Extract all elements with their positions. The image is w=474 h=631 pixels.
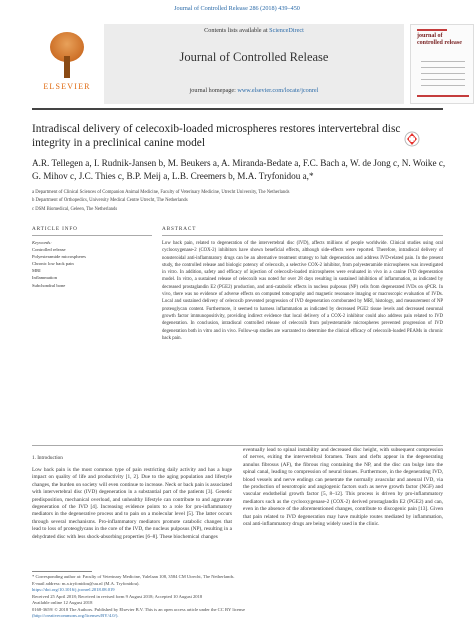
copyright-line: 0168-3659/ © 2018 The Authors. Published by Elsevier B.V. This is an open access article under the CC BY license bbox=[32, 606, 246, 612]
running-header[interactable]: Journal of Controlled Release 286 (2018) 439–450 bbox=[174, 5, 300, 12]
keyword: Inflammation bbox=[32, 275, 58, 281]
footnotes bbox=[32, 574, 443, 620]
keyword: Subchondral bone bbox=[32, 282, 66, 288]
journal-cover-thumbnail[interactable] bbox=[410, 24, 474, 104]
corresponding-author-note: * Corresponding author at: Faculty of Veterinary Medicine, Yalelaan 108, 3584 CM Utrecht, The Netherlands. bbox=[32, 574, 235, 579]
email-note[interactable]: E-mail address: m.a.tryfonidou@uu.nl (M.A. Tryfonidou). bbox=[32, 580, 140, 586]
received-dates: Received 25 April 2018; Received in revised form 9 August 2018; Accepted 10 August 2018 bbox=[32, 593, 203, 599]
keywords-block bbox=[32, 239, 152, 289]
affiliation: b Department of Orthopedics, University Medical Centre Utrecht, The Netherlands bbox=[32, 198, 188, 204]
abstract-heading: ABSTRACT bbox=[162, 226, 197, 232]
homepage-line: journal homepage: www.elsevier.com/locate/jconrel bbox=[189, 87, 319, 94]
divider bbox=[32, 445, 443, 446]
crossmark-icon[interactable] bbox=[404, 131, 420, 149]
license-link[interactable]: (http://creativecommons.org/licenses/BY/4.0/). bbox=[32, 613, 119, 618]
introduction-heading: 1. Introduction bbox=[32, 455, 63, 461]
cover-title: journal of controlled release bbox=[417, 33, 462, 46]
sciencedirect-link[interactable]: ScienceDirect bbox=[269, 27, 304, 34]
available-online: Available online 12 August 2018 bbox=[32, 600, 93, 605]
keyword: MRI bbox=[32, 268, 41, 274]
article-title: Intradiscal delivery of celecoxib-loaded microspheres restores intervertebral disc integrity in a preclinical canine model bbox=[32, 123, 401, 149]
journal-name: Journal of Controlled Release bbox=[179, 50, 329, 64]
divider bbox=[32, 235, 152, 236]
doi-link[interactable]: https://doi.org/10.1016/j.jconrel.2018.08.019 bbox=[32, 587, 115, 592]
keyword: Chronic low back pain bbox=[32, 261, 74, 267]
elsevier-logo[interactable] bbox=[32, 24, 102, 104]
abstract-text: Low back pain, related to degeneration of the intervertebral disc (IVD), affects millions of people worldwide. Clinical studies using oral cyclooxygenase-2 (COX-2) inhibitors have shown beneficial effects, although side-effects were reported. Therefore, intradiscal delivery of nonsteroidal anti-inflammatory drugs can be an alternative treatment strategy to halt degeneration and address IVD-related pain. In the present study, the controlled release and biologic potency of celecoxib, a selective COX-2 inhibitor, from polyesteramide microspheres was investigated in vitro. In addition, safety and efficacy of injection of celecoxib-loaded microspheres were evaluated in vivo in a canine IVD degeneration model. In vitro, a sustained release of celecoxib was noted for over 28 days resulting in sustained inhibition of inflammation, as indicated by decreased prostaglandin E2 (PGE2) production, and anti-catabolic effects in nucleus pulposus (NP) cells from degenerated IVDs on qPCR. In vivo, there was no evidence of adverse effects on computed tomography and magnetic resonance imaging or macroscopic evaluation of IVDs. Local and sustained delivery of celecoxib prevented progression of IVD degeneration corroborated by MRI, histology, and measurement of NP proteoglycan content. Furthermore, it seemed to harness inflammation as indicated by decreased PGE2 tissue levels and decreased neuronal growth factor immunopositivity, providing indirect evidence that local delivery of a COX-2 inhibitor could also address pain related to IVD degeneration. In conclusion, intradiscal controlled release of celecoxib from polyesteramide microspheres prevented progression of IVD degeneration both in vitro and in vivo. Follow-up studies are warranted to determine the clinical efficacy of celecoxib-loaded PEAMs in chronic back pain. bbox=[162, 241, 443, 341]
keywords-label: Keywords: bbox=[32, 240, 52, 245]
header-rule bbox=[32, 108, 443, 110]
affiliation: c DSM Biomedical, Geleen, The Netherlands bbox=[32, 206, 118, 212]
introduction-column-1: Low back pain is the most common type of pain restricting daily activity and has a huge impact on quality of life and productivity [1, 2]. Due to the aging population and lifestyle changes, the burden on society will even continue to increase. Neck or back pain is associated with intervertebral disc (IVD) degeneration in a substantial part of the patients [3]. Genetic predisposition, mechanical overload, and unhealthy lifestyle can contribute to and aggravate degeneration of the IVD [4]. Increasing evidence points to a role for pro-inflammatory mediators in the degenerative process and to pain on a molecular level [5]. The latter occurs through several mechanisms. Pro-inflammatory mediators promote catabolic changes that lead to loss of proteoglycans in the core of the IVD, the nucleus pulposus (NP), resulting in a dehydrated disc with less shock-absorbing properties [6–8]. These biochemical changes bbox=[32, 467, 232, 540]
publisher-name: ELSEVIER bbox=[43, 82, 91, 91]
homepage-link[interactable]: www.elsevier.com/locate/jconrel bbox=[237, 87, 319, 94]
keyword: Polyesteramide microspheres bbox=[32, 254, 86, 260]
contents-line: Contents lists available at ScienceDirect bbox=[204, 27, 304, 34]
introduction-column-2: eventually lead to spinal instability and decreased disc height, with subsequent compression of nerves, exiting the intervertebral foramen. Tears and clefts appear in the degenerating annulus fibrosus (AF), the fibrous ring containing the NP, and the disc can bulge into the spinal canal, leading to compression of neural tissues. Furthermore, in the degenerating IVD, blood vessels and nerve endings can penetrate the normally avascular and aneural IVD, via the production of neurotropic and angiogenic factors such as nerve growth factor (NGF) and vascular endothelial growth factor [5, 8–12]. This process is driven by pro-inflammatory mediators such as the cyclooxygenase-2 (COX-2) derived prostaglandin E2 (PGE2) and can, even in the absence of the aforementioned changes, contribute to discogenic pain [13]. Given that pain related to IVD degeneration may have multiple routes mediated by inflammation, oral anti-inflammatory drugs are being widely used in the clinic. bbox=[243, 447, 443, 528]
affiliations bbox=[32, 189, 452, 214]
keyword: Controlled release bbox=[32, 247, 66, 253]
affiliation: a Department of Clinical Sciences of Companion Animal Medicine, Faculty of Veterinary Medicine, Utrecht University, The Netherlands bbox=[32, 190, 290, 195]
author-list: A.R. Tellegen a, I. Rudnik-Jansen b, M. Beukers a, A. Miranda-Bedate a, F.C. Bach a, W. de Jong c, N. Woike c, G. Mihov c, J.C. Thies c, B.P. Meij a, L.B. Creemers b, M.A. Tryfonidou a,* bbox=[32, 158, 446, 181]
article-info-heading: ARTICLE INFO bbox=[32, 226, 78, 232]
tree-icon bbox=[46, 32, 88, 78]
journal-banner bbox=[32, 24, 474, 104]
journal-header-box bbox=[104, 24, 404, 104]
footnote-rule bbox=[32, 571, 92, 572]
divider bbox=[162, 235, 443, 236]
